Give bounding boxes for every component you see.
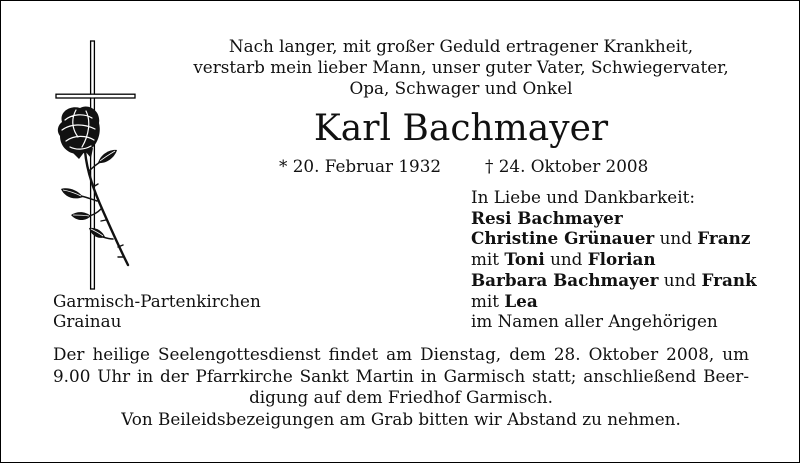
mourner-line (471, 270, 757, 291)
death-date: † 24. Oktober 2008 (485, 156, 649, 176)
intro-line: Nach langer, mit großer Geduld ertragener Krankheit, (228, 36, 694, 56)
mourner-name: Frank (701, 269, 757, 290)
place-name: Grainau (53, 311, 122, 332)
birth-date: * 20. Februar 1932 (279, 156, 442, 176)
mourners-footer: im Namen aller Angehörigen (471, 311, 718, 332)
closing-note: Von Beileidsbezeigungen am Grab bitten wir Abstand zu nehmen. (121, 408, 681, 429)
service-line: Der heilige Seelengottesdienst findet am Dienstag, dem 28. Oktober 2008, um (53, 344, 749, 364)
mourners-heading: In Liebe und Dankbarkeit: (471, 187, 695, 207)
mourner-line (471, 291, 757, 312)
mourner-line (471, 228, 757, 249)
mourner-conjunction: und (663, 269, 697, 290)
mourner-name: Barbara Bachmayer (471, 269, 659, 290)
intro-line: verstarb mein lieber Mann, unser guter Vater, Schwiegervater, (193, 57, 729, 77)
service-line: 9.00 Uhr in der Pfarrkirche Sankt Martin in Garmisch statt; anschließend Beer- (53, 365, 749, 386)
service-notice (53, 344, 749, 430)
mourner-conjunction: mit (471, 290, 500, 311)
mourner-conjunction: und (659, 228, 692, 249)
mourners-block (471, 187, 757, 332)
mourner-name: Christine Grünauer (471, 228, 655, 249)
place-name: Garmisch-Partenkirchen (53, 290, 261, 311)
mourner-name: Toni (504, 249, 545, 270)
mourner-conjunction: und (550, 249, 583, 270)
mourner-name: Franz (697, 228, 751, 249)
mourner-conjunction: mit (471, 249, 500, 270)
mourner-name: Florian (587, 249, 656, 270)
mourner-name: Lea (504, 290, 538, 311)
mourner-line (471, 208, 757, 229)
service-line: digung auf dem Friedhof Garmisch. (249, 387, 553, 407)
cross-with-rose-icon (41, 37, 151, 293)
mourner-line (471, 249, 757, 270)
intro-line: Opa, Schwager und Onkel (349, 78, 573, 98)
mourner-name: Resi Bachmayer (471, 207, 623, 228)
deceased-name: Karl Bachmayer (313, 108, 609, 149)
places-block (53, 291, 261, 332)
intro-text (161, 36, 761, 99)
